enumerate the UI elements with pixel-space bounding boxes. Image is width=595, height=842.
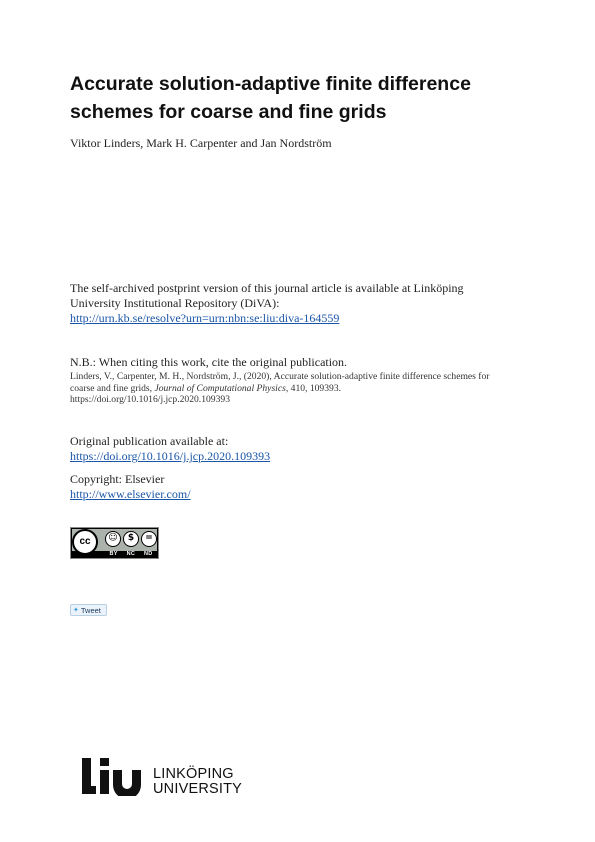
university-name-line-2: UNIVERSITY (153, 781, 243, 797)
copyright-label: Copyright: Elsevier (70, 472, 165, 486)
tweet-button[interactable] (70, 604, 107, 616)
citation-authors-title: Linders, V., Carpenter, M. H., Nordström, J., (2020), Accurate solution-adaptive finite difference schemes for coarse and fine grids, (70, 371, 490, 394)
copyright-section (70, 472, 191, 502)
doi-link[interactable]: https://doi.org/10.1016/j.jcp.2020.109393 (70, 449, 271, 463)
cc-by-label: BY (109, 551, 118, 557)
tweet-button-label: Tweet (80, 605, 101, 615)
liu-logo-l-foot (82, 786, 96, 794)
diva-repository-link[interactable]: http://urn.kb.se/resolve?urn=urn:nbn:se:liu:diva-164559 (70, 311, 340, 325)
citation-doi: https://doi.org/10.1016/j.jcp.2020.109393 (70, 394, 230, 405)
university-name (153, 767, 242, 797)
original-publication (70, 434, 270, 464)
university-name-line-1: LINKÖPING (153, 766, 234, 782)
liu-logo-i-dot (100, 758, 109, 766)
citation-text (70, 371, 510, 406)
twitter-bird-icon: ✦ (73, 606, 79, 614)
availability-line-2: University Institutional Repository (DiVA): (70, 296, 280, 310)
availability-line-1: The self-archived postprint version of this journal article is available at Linköping (70, 281, 464, 295)
availability-notice (70, 281, 540, 326)
article-title (70, 70, 540, 126)
article-title-line-2: schemes for coarse and fine grids (70, 101, 387, 123)
cc-license-badge[interactable] (70, 527, 159, 559)
original-publication-label: Original publication available at: (70, 434, 229, 448)
liu-logo-i-stem (100, 770, 109, 794)
journal-name: Journal of Computational Physics (154, 382, 286, 394)
citation-volume: , 410, 109393. (285, 382, 342, 394)
author-list: Viktor Linders, Mark H. Carpenter and Jan Nordström (70, 136, 332, 150)
attribution-icon: ☺ (105, 531, 121, 547)
article-title-line-1: Accurate solution-adaptive finite difference (70, 73, 471, 95)
noderivatives-icon: = (141, 531, 157, 547)
cc-nd-label: ND (143, 551, 153, 557)
cc-nc-label: NC (126, 551, 136, 557)
elsevier-link[interactable]: http://www.elsevier.com/ (70, 487, 191, 501)
liu-logo-u (113, 770, 141, 796)
liu-logo-mark (82, 758, 148, 796)
citation-note: N.B.: When citing this work, cite the original publication. (70, 355, 348, 369)
creative-commons-icon: cc (72, 529, 98, 555)
noncommercial-icon: $ (123, 531, 139, 547)
cc-license-labels (105, 551, 157, 557)
